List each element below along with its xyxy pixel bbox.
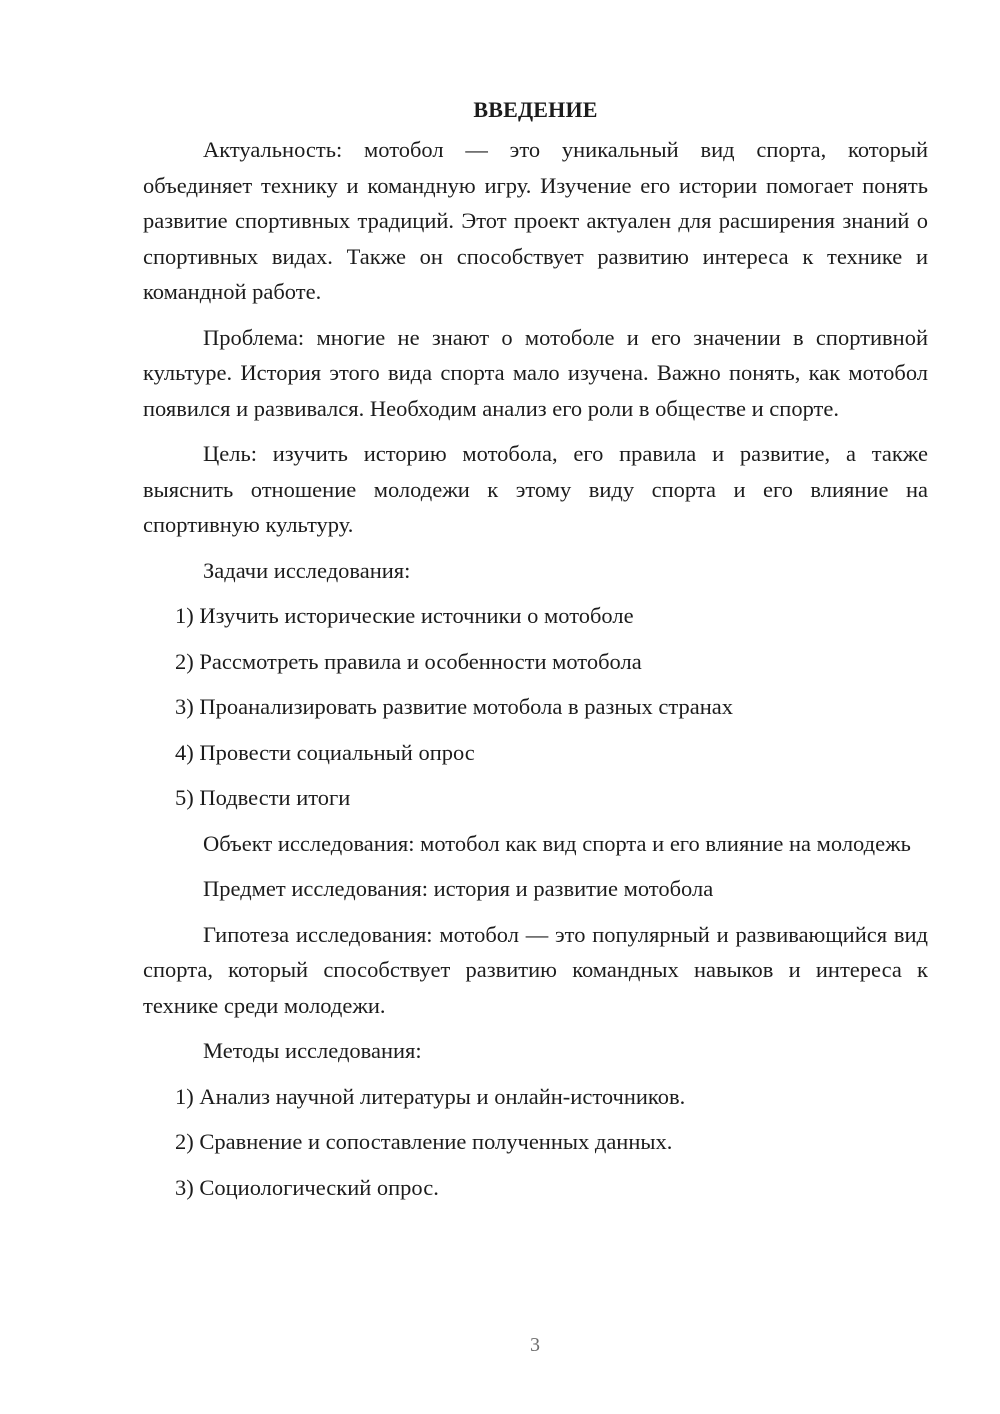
page-number: 3 (530, 1334, 540, 1356)
method-item: 3) Социологический опрос. (175, 1174, 439, 1200)
problem-paragraph: Проблема: многие не знают о мотоболе и его значении в спортивной культуре. История этого вида спорта мало изучена. Важно понять, как мотобол появился и развивался. Необходим анализ его роли в обществе и спорте. (143, 324, 928, 421)
method-item: 2) Сравнение и сопоставление полученных данных. (175, 1129, 673, 1154)
page-content (143, 92, 928, 1215)
tasks-heading: Задачи исследования: (203, 557, 411, 583)
goal-paragraph: Цель: изучить историю мотобола, его правила и развитие, а также выяснить отношение молодежи к этому виду спорта и его влияние на спортивную культуру. (143, 441, 928, 537)
task-item: 5) Подвести итоги (175, 785, 351, 810)
tasks-list (143, 598, 928, 816)
task-item: 2) Рассмотреть правила и особенности мотобола (175, 648, 642, 674)
task-item: 4) Провести социальный опрос (175, 739, 475, 765)
relevance-paragraph: Актуальность: мотобол — это уникальный вид спорта, который объединяет технику и командную игру. Изучение его истории помогает понять развитие спортивных традиций. Этот проект актуален для расширения знаний о спортивных видах. Также он способствует развитию интереса к технике и командной работе. (143, 137, 928, 304)
hypothesis-paragraph: Гипотеза исследования: мотобол — это популярный и развивающийся вид спорта, который способствует развитию командных навыков и интереса к технике среди молодежи. (143, 921, 928, 1018)
methods-heading: Методы исследования: (203, 1038, 422, 1063)
object-paragraph: Объект исследования: мотобол как вид спорта и его влияние на молодежь (203, 830, 911, 856)
task-item: 1) Изучить исторические источники о мотоболе (175, 603, 634, 628)
subject-paragraph: Предмет исследования: история и развитие мотобола (203, 876, 714, 901)
methods-list (143, 1079, 928, 1206)
section-title: ВВЕДЕНИЕ (473, 97, 598, 122)
task-item: 3) Проанализировать развитие мотобола в разных странах (175, 694, 733, 719)
method-item: 1) Анализ научной литературы и онлайн-источников. (175, 1083, 686, 1109)
